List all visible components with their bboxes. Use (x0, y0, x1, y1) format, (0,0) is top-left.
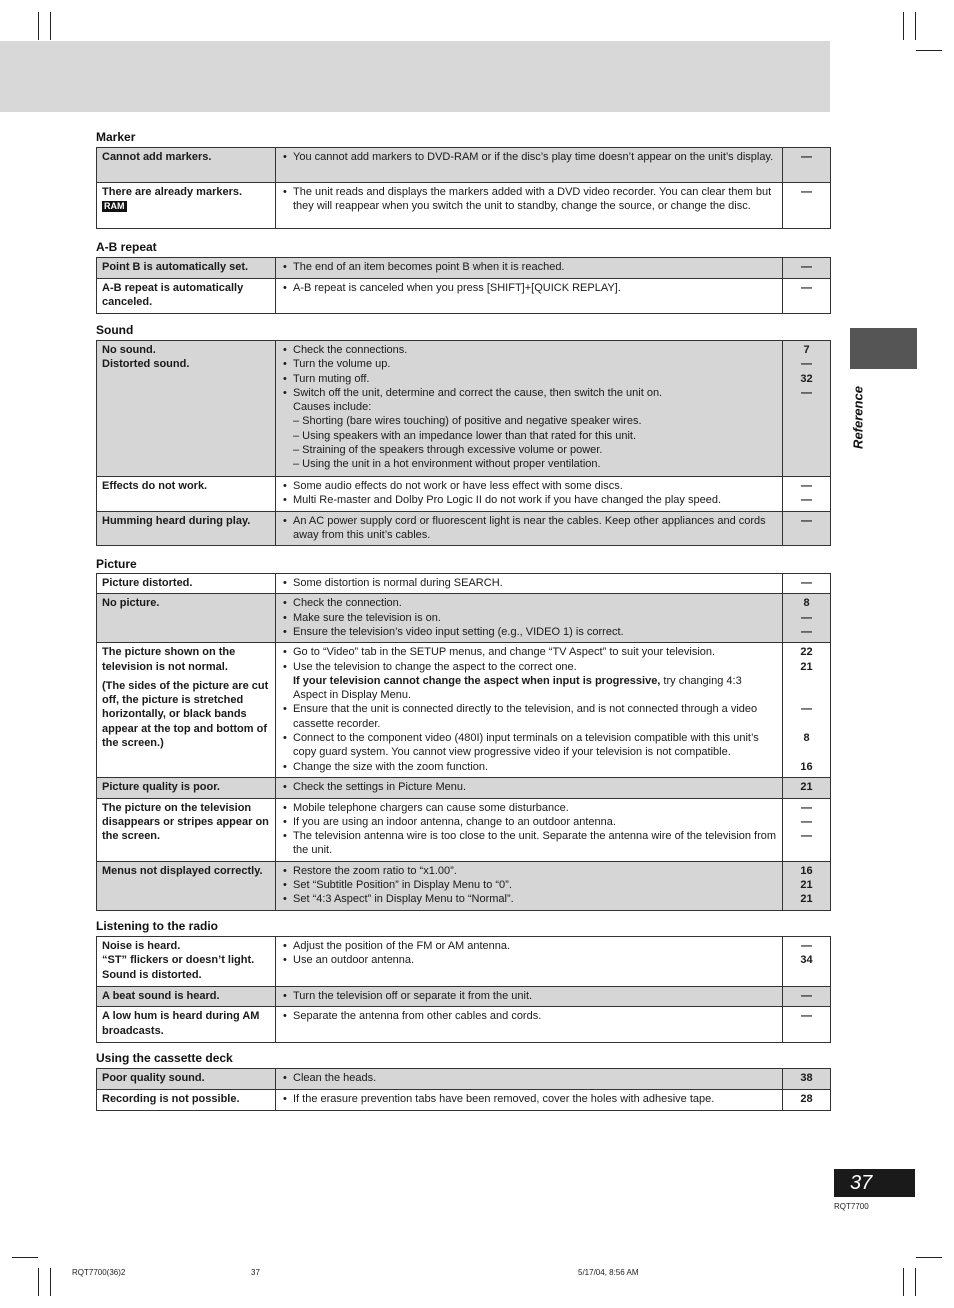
symptom-label: A low hum is heard during AM broadcasts. (102, 1010, 260, 1037)
remedy-item: • An AC power supply cord or fluorescent light is near the cables. Keep other appliances and cords away from this unit’s cables. (281, 514, 777, 543)
remedy-item: • Connect to the component video (480I) input terminals on a television compatible with this unit’s copy guard system. You cannot view progressive video if your television is not compatible. (281, 731, 777, 760)
remedy-item: • Set “4:3 Aspect” in Display Menu to “Normal”. (281, 892, 777, 906)
page-ref: — (801, 261, 812, 273)
remedy-item: • You cannot add markers to DVD-RAM or if the disc’s play time doesn’t appear on the unit’s display. (281, 150, 777, 164)
table-row (97, 798, 831, 861)
page-ref (788, 745, 825, 759)
section-title-cassette: Using the cassette deck (96, 1051, 233, 1065)
remedy-note (281, 674, 777, 703)
page-ref: 28 (800, 1093, 813, 1105)
page-ref: — (801, 282, 812, 294)
header-band (0, 41, 830, 112)
remedy-item: • Ensure the television’s video input setting (e.g., VIDEO 1) is correct. (281, 625, 777, 639)
note-bold: If your television cannot change the aspect when input is progressive, (293, 674, 661, 687)
table-row (97, 574, 831, 594)
page-ref: — (801, 990, 812, 1002)
remedy-subitem: – Using speakers with an impedance lower than that rated for this unit. (293, 429, 637, 442)
page-ref: — (801, 940, 812, 952)
table-row (97, 987, 831, 1007)
cassette-table (96, 1068, 831, 1111)
page-ref (788, 674, 825, 688)
page-ref (788, 688, 825, 702)
page-ref: — (801, 1010, 812, 1023)
symptom-label: Menus not displayed correctly. (102, 864, 263, 877)
remedy-item: • Separate the antenna from other cables and cords. (281, 1009, 777, 1023)
table-row (97, 477, 831, 512)
symptom-label: Cannot add markers. (102, 151, 212, 163)
abrepeat-table (96, 257, 831, 314)
page-ref: — (801, 577, 812, 589)
symptom-label: The picture on the television disappears or stripes appear on the screen. (102, 801, 269, 843)
remedy-item: • Ensure that the unit is connected directly to the television, and is not connected through a video cassette recorder. (281, 702, 777, 731)
table-row (97, 1007, 831, 1043)
page-ref: 38 (800, 1072, 813, 1084)
symptom-label: “ST” flickers or doesn’t light. (102, 954, 255, 967)
remedy-item: • Restore the zoom ratio to “x1.00”. (281, 864, 777, 878)
remedy-item: • Turn the television off or separate it from the unit. (281, 989, 777, 1003)
crop-mark (903, 12, 904, 40)
page-ref: 21 (800, 893, 813, 906)
symptom-label: Recording is not possible. (102, 1093, 240, 1105)
table-row (97, 643, 831, 778)
symptom-label: A beat sound is heard. (102, 990, 220, 1002)
table-row (97, 341, 831, 477)
marker-table (96, 147, 831, 229)
table-row (97, 148, 831, 183)
remedy-item: • Check the connections. (281, 343, 777, 357)
page-ref: — (801, 830, 812, 843)
page-ref: 22 (800, 646, 813, 659)
table-row (97, 861, 831, 910)
remedy-item: • Mobile telephone chargers can cause some disturbance. (281, 801, 777, 815)
remedy-item: • The television antenna wire is too close to the unit. Separate the antenna wire of the television from the unit. (281, 829, 777, 858)
page-ref: 16 (800, 864, 813, 877)
remedy-item: • Check the connection. (281, 596, 777, 610)
symptom-label: There are already markers. (102, 186, 243, 198)
symptom-label: Point B is automatically set. (102, 261, 249, 273)
page-ref: — (801, 151, 812, 163)
side-tab (850, 328, 917, 369)
page-ref: — (801, 494, 812, 507)
symptom-label: Sound is distorted. (102, 968, 202, 981)
page-ref: — (801, 815, 812, 828)
table-row (97, 1069, 831, 1090)
page-ref: — (801, 611, 812, 624)
table-row (97, 183, 831, 229)
remedy-item: • Make sure the television is on. (281, 611, 777, 625)
crop-mark (12, 1257, 38, 1258)
remedy-item: • Set “Subtitle Position” in Display Menu to “0”. (281, 878, 777, 892)
symptom-label: Picture quality is poor. (102, 781, 220, 794)
crop-mark (50, 12, 51, 40)
page-ref: 16 (800, 760, 813, 773)
remedy-item: • Adjust the position of the FM or AM antenna. (281, 939, 777, 953)
remedy-item: • Some distortion is normal during SEARCH. (281, 576, 777, 590)
remedy-item: • Use an outdoor antenna. (281, 953, 777, 967)
symptom-label: Poor quality sound. (102, 1072, 205, 1084)
section-title-abrepeat: A-B repeat (96, 240, 157, 254)
table-row (97, 1090, 831, 1111)
crop-mark (915, 1268, 916, 1296)
table-row (97, 258, 831, 279)
footer-center: 37 (251, 1268, 260, 1277)
symptom-label: Picture distorted. (102, 577, 193, 589)
section-title-radio: Listening to the radio (96, 919, 218, 933)
remedy-item: • The end of an item becomes point B when it is reached. (281, 260, 777, 274)
symptom-label: Effects do not work. (102, 480, 208, 492)
remedy-item: • Change the size with the zoom function. (281, 760, 777, 774)
remedy-item: • Switch off the unit, determine and correct the cause, then switch the unit on. (281, 386, 777, 400)
remedy-item: • Clean the heads. (281, 1071, 777, 1085)
symptom-label: A-B repeat is automatically canceled. (102, 282, 244, 309)
footer-left: RQT7700(36)2 (72, 1268, 126, 1277)
page-ref: 7 (803, 344, 810, 356)
page-ref: 32 (800, 372, 813, 385)
page-ref: — (801, 480, 812, 492)
table-row (97, 937, 831, 987)
remedy-subitem: – Straining of the speakers through excessive volume or power. (293, 444, 603, 457)
picture-table (96, 573, 831, 911)
section-title-marker: Marker (96, 130, 136, 144)
symptom-label: The picture shown on the television is not normal. (102, 646, 236, 673)
note-text: try changing 4:3 Aspect in Display Menu. (293, 674, 742, 702)
footer-right: 5/17/04, 8:56 AM (578, 1268, 639, 1277)
side-label: Reference (850, 386, 866, 449)
crop-mark (38, 12, 39, 40)
remedy-item: • Check the settings in Picture Menu. (281, 780, 777, 794)
crop-mark (903, 1268, 904, 1296)
crop-mark (915, 12, 916, 40)
remedy-item: • Use the television to change the aspect to the correct one. (281, 660, 777, 674)
page-ref: 8 (803, 597, 810, 610)
page-ref: 21 (800, 879, 813, 892)
page-ref (788, 717, 825, 731)
table-row (97, 511, 831, 546)
page-ref: — (801, 186, 812, 198)
page-ref: — (801, 625, 812, 638)
page-ref: — (801, 514, 812, 527)
remedy-item: • The unit reads and displays the markers added with a DVD video recorder. You can clear them but they will reappear when you switch the unit to standby, change the source, or change the disc. (281, 185, 777, 214)
doc-code: RQT7700 (834, 1202, 869, 1211)
remedy-item: • Go to “Video” tab in the SETUP menus, and change “TV Aspect” to suit your television. (281, 645, 777, 659)
symptom-label: No sound. (102, 344, 156, 356)
page-ref: — (801, 801, 812, 814)
remedy-item: • Turn the volume up. (281, 357, 777, 371)
crop-mark (916, 1257, 942, 1258)
page-ref: 21 (800, 660, 813, 673)
symptom-label: (The sides of the picture are cut off, the picture is stretched horizontally, or black bands appear at the top and bottom of the screen.) (102, 679, 269, 750)
radio-table (96, 936, 831, 1043)
symptom-label: Distorted sound. (102, 358, 190, 371)
section-title-picture: Picture (96, 557, 137, 571)
remedy-subitem: – Using the unit in a hot environment without proper ventilation. (293, 458, 601, 471)
symptom-label: No picture. (102, 597, 160, 610)
page-ref: — (801, 358, 812, 371)
crop-mark (916, 50, 942, 51)
ram-badge: RAM (104, 201, 125, 212)
remedy-subitem: – Shorting (bare wires touching) of positive and negative speaker wires. (293, 415, 642, 428)
table-row (97, 594, 831, 643)
page-ref: 34 (800, 954, 813, 967)
symptom-label: Noise is heard. (102, 940, 181, 952)
table-row (97, 279, 831, 314)
remedy-item: • Some audio effects do not work or have less effect with some discs. (281, 479, 777, 493)
page-ref: — (801, 386, 812, 399)
page-number: 37 (834, 1169, 915, 1197)
table-row (97, 778, 831, 798)
remedy-item: • Turn muting off. (281, 372, 777, 386)
page-ref: — (801, 703, 812, 716)
section-title-sound: Sound (96, 323, 134, 337)
page-ref: 8 (803, 732, 810, 745)
remedy-item: • If you are using an indoor antenna, change to an outdoor antenna. (281, 815, 777, 829)
crop-mark (38, 1268, 39, 1296)
page-ref: 21 (800, 781, 813, 794)
remedy-item: • Multi Re-master and Dolby Pro Logic II do not work if you have changed the play speed. (281, 493, 777, 507)
remedy-item: • A-B repeat is canceled when you press [SHIFT]+[QUICK REPLAY]. (281, 281, 777, 295)
sound-table (96, 340, 831, 546)
remedy-subitem: Causes include: (293, 401, 372, 414)
symptom-label: Humming heard during play. (102, 514, 251, 527)
crop-mark (50, 1268, 51, 1296)
remedy-item: • If the erasure prevention tabs have been removed, cover the holes with adhesive tape. (281, 1092, 777, 1106)
